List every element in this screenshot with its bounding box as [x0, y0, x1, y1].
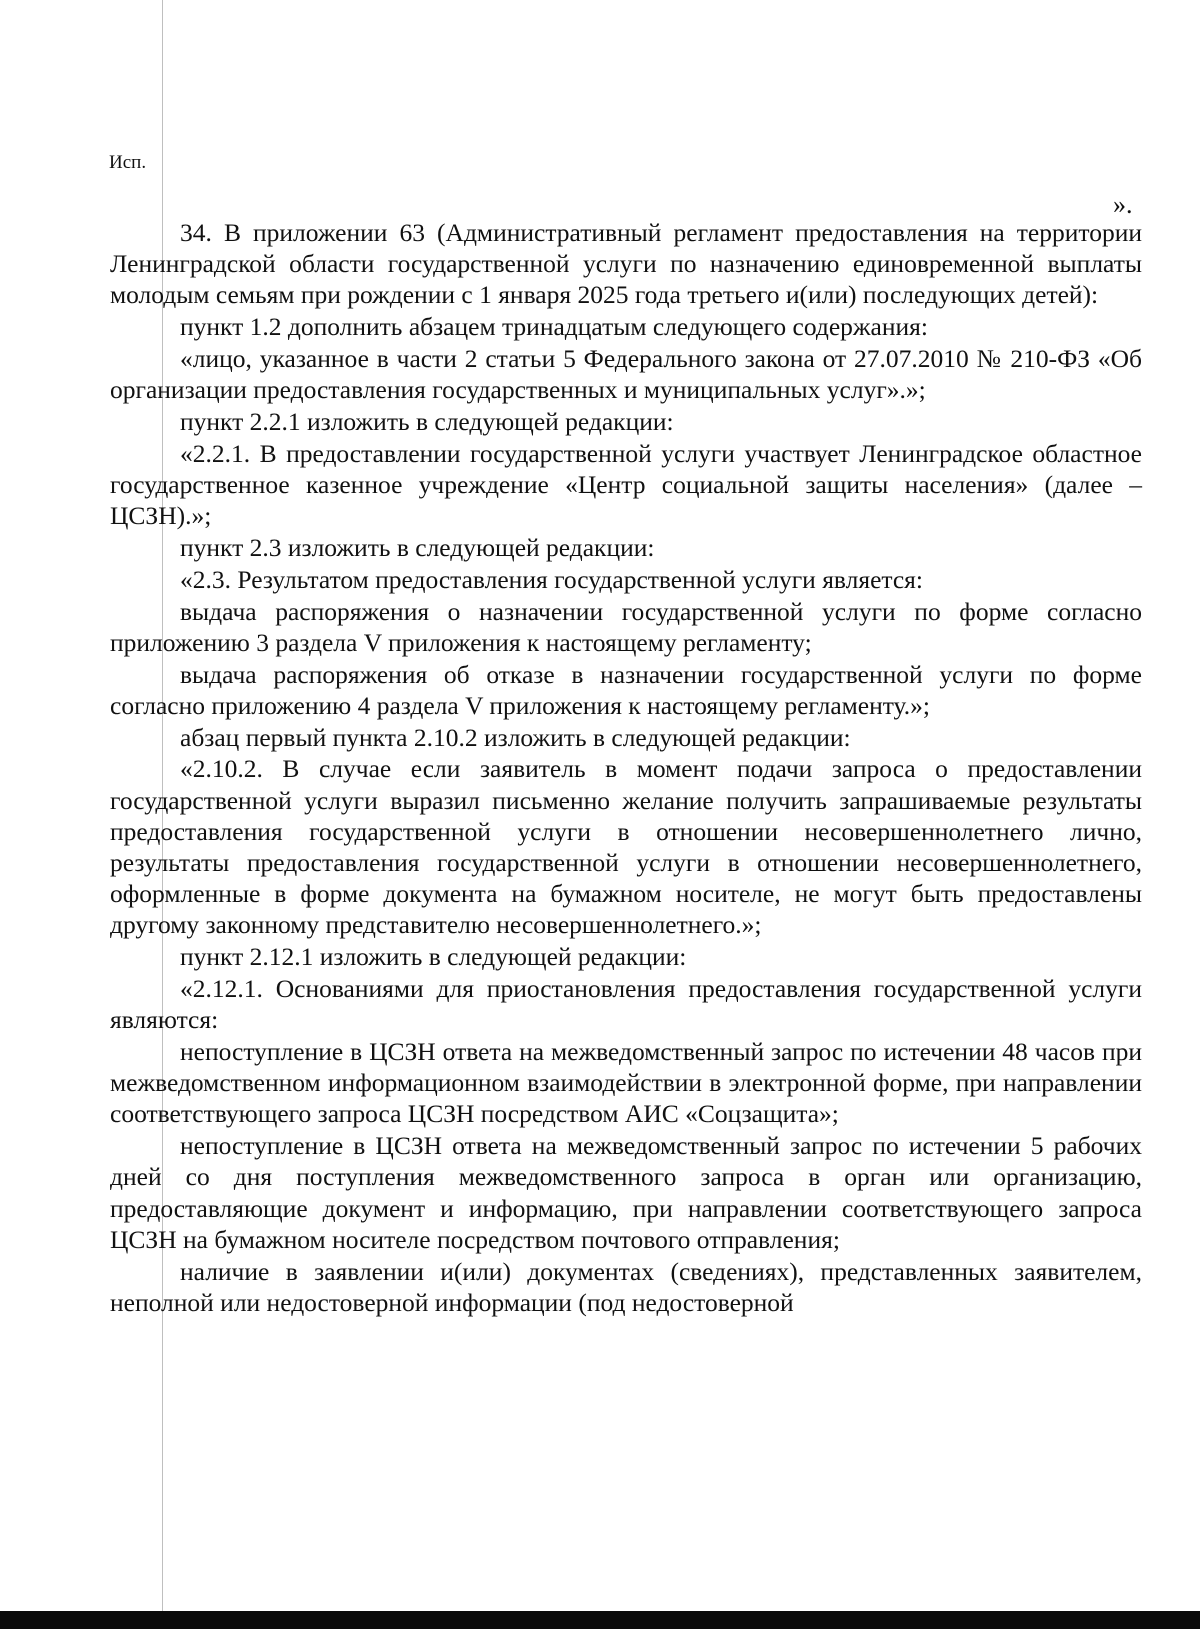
paragraph-2-3-text: «2.3. Результатом предоставления государственной услуги является:: [180, 564, 923, 594]
paragraph-1-2-text: «лицо, указанное в части 2 статьи 5 Федерального закона от 27.07.2010 № 210-ФЗ «Об организации предоставления государственных и муниципальных услуг».»;: [110, 344, 1142, 405]
paragraph-2-12-1-item-1: непоступление в ЦСЗН ответа на межведомственный запрос по истечении 48 часов при межведомственном информационном взаимодействии в электронной форме, при направлении соответствующего запроса ЦСЗН посредством АИС «Соцзащита»;: [110, 1037, 1142, 1129]
paragraph-2-2-1-text: «2.2.1. В предоставлении государственной услуги участвует Ленинградское областное государственное казенное учреждение «Центр социальной защиты населения» (далее – ЦСЗН).»;: [110, 438, 1142, 531]
paragraph-2-12-1-item-2: непоступление в ЦСЗН ответа на межведомственный запрос по истечении 5 рабочих дней со дня поступления межведомственного запроса в орган или организацию, предоставляющие документ и информацию, при направлении соответствующего запроса ЦСЗН на бумажном носителе посредством почтового отправления;: [110, 1131, 1142, 1254]
paragraph-2-10-2-amend: абзац первый пункта 2.10.2 изложить в следующей редакции:: [180, 722, 851, 752]
paragraph-item-34: 34. В приложении 63 (Административный регламент предоставления на территории Ленинградской области государственной услуги по назначению единовременной выплаты молодым семьям при рождении с 1 января 2025 года третьего и(или) последующих детей):: [110, 218, 1142, 310]
paragraph-2-12-1-item-3: наличие в заявлении и(или) документах (сведениях), представленных заявителем, неполной или недостоверной информации (под недостоверной: [110, 1256, 1142, 1317]
paragraph-2-3-item-1: выдача распоряжения о назначении государственной услуги по форме согласно приложению 3 раздела V приложения к настоящему регламенту;: [110, 596, 1142, 657]
document-body: [110, 217, 1142, 1318]
closing-quote: ».: [1113, 190, 1133, 219]
paragraph-2-3-amend: пункт 2.3 изложить в следующей редакции:: [180, 533, 655, 562]
paragraph-2-2-1-amend: пункт 2.2.1 изложить в следующей редакции:: [180, 407, 674, 436]
paragraph-2-3-item-2: выдача распоряжения об отказе в назначении государственной услуги по форме согласно приложению 4 раздела V приложения к настоящему регламенту.»;: [110, 659, 1142, 720]
paragraph-1-2-amend: пункт 1.2 дополнить абзацем тринадцатым следующего содержания:: [180, 312, 928, 342]
paragraph-2-12-1-amend: пункт 2.12.1 изложить в следующей редакции:: [180, 942, 687, 972]
scan-bottom-edge: [0, 1611, 1200, 1629]
paragraph-2-10-2-text: «2.10.2. В случае если заявитель в момент подачи запроса о предоставлении государственной услуги выразил письменно желание получить запрашиваемые результаты предоставления государственной услуги в отношении несовершеннолетнего лично, результаты предоставления государственной услуги в отношении несовершеннолетнего, оформленные в форме документа на бумажном носителе, не могут быть предоставлены другому законному представителю несовершеннолетнего.»;: [110, 754, 1142, 940]
executor-label: Исп.: [109, 152, 147, 173]
paragraph-2-12-1-text: «2.12.1. Основаниями для приостановления предоставления государственной услуги являются:: [110, 974, 1142, 1035]
